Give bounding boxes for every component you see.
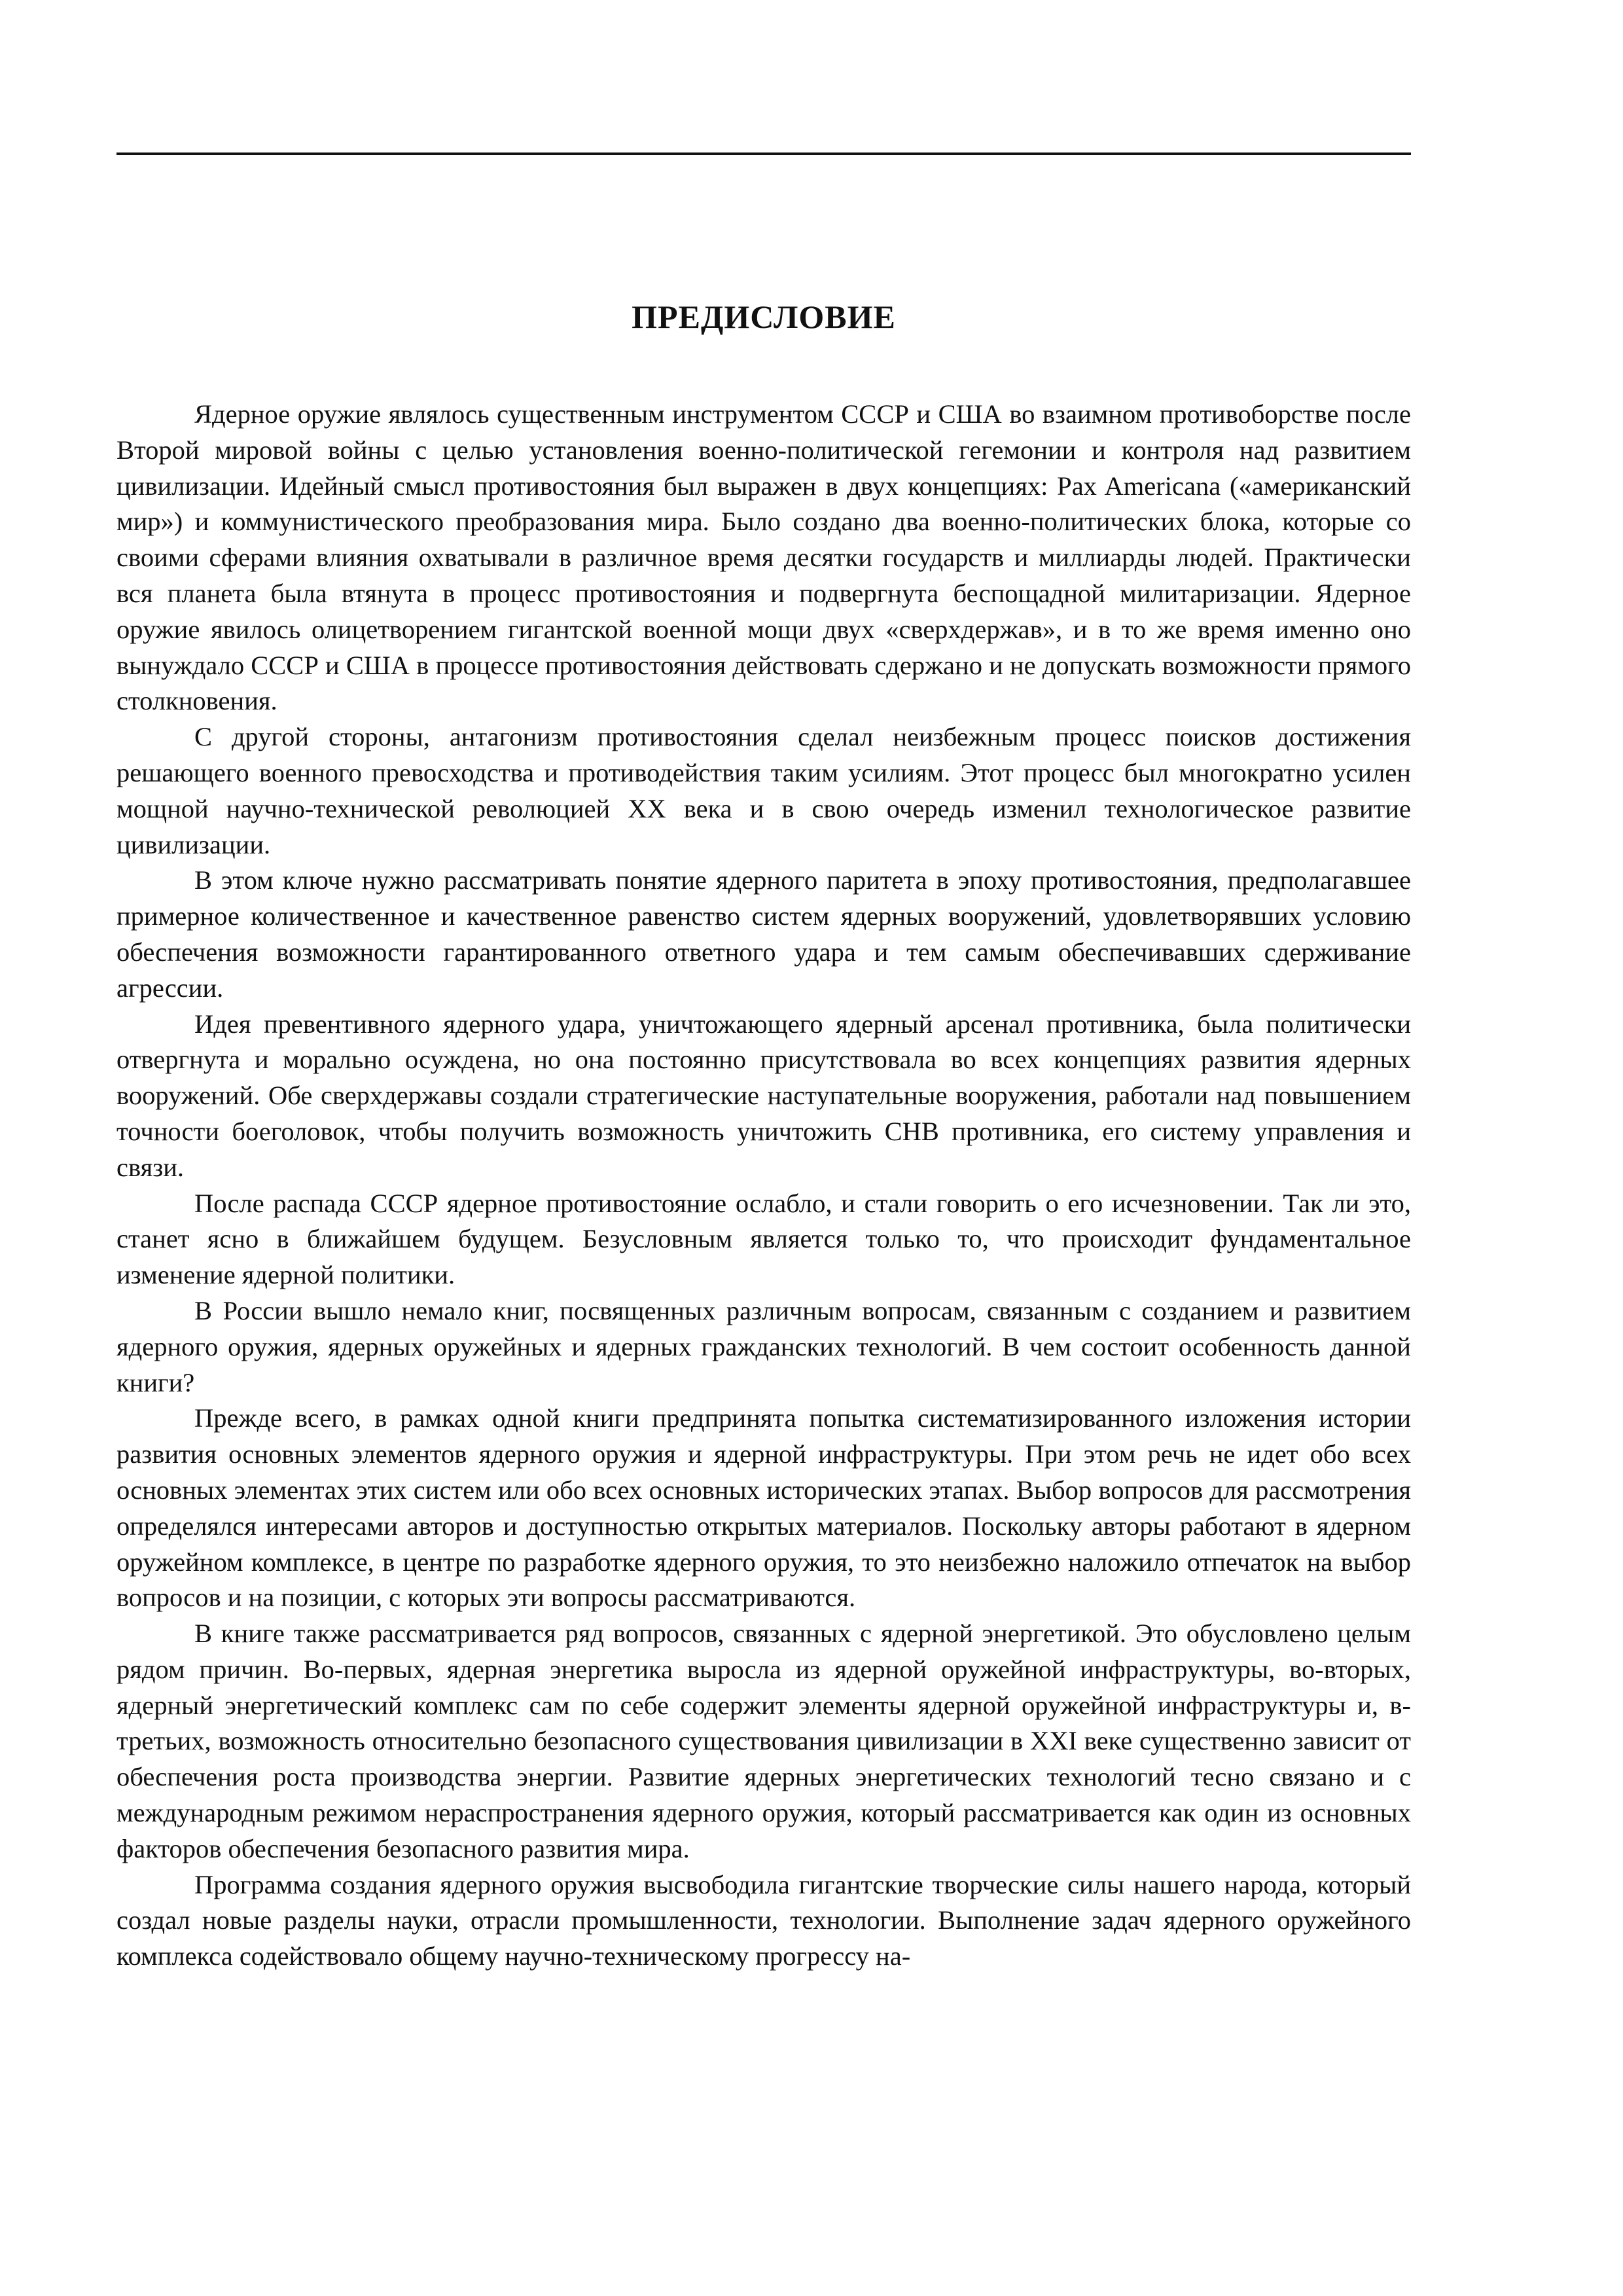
paragraph: В книге также рассматривается ряд вопросов, связанных с ядерной энергетикой. Это обусловлено целым рядом причин. Во-первых, ядерная энергетика выросла из ядерной оружейной инфраструктуры, во-вторых, ядерный энергетический комплекс сам по себе содержит элементы ядерной оружейной инфраструктуры и, в-третьих, возможность относительно безопасного существования цивилизации в XXI веке существенно зависит от обеспечения роста производства энергии. Развитие ядерных энергетических технологий тесно связано и с международным режимом нераспространения ядерного оружия, который рассматривается как один из основных факторов обеспечения безопасного развития мира. bbox=[116, 1619, 1411, 1863]
paragraph: Прежде всего, в рамках одной книги предпринята попытка систематизированного изложения истории развития основных элементов ядерного оружия и ядерной инфраструктуры. При этом речь не идет обо всех основных элементах этих систем или обо всех основных исторических этапах. Выбор вопросов для рассмотрения определялся интересами авторов и доступностью открытых материалов. Поскольку авторы работают в ядерном оружейном комплексе, в центре по разработке ядерного оружия, то это неизбежно наложило отпечаток на выбор вопросов и на позиции, с которых эти вопросы рассматриваются. bbox=[116, 1403, 1411, 1613]
page-title: ПРЕДИСЛОВИЕ bbox=[632, 298, 896, 335]
paragraph: Ядерное оружие являлось существенным инструментом СССР и США во взаимном противоборстве после Второй мировой войны с целью установления военно-политической гегемонии и контроля над развитием цивилизации. Идейный смысл противостояния был выражен в двух концепциях: Pax Americana («американский мир») и коммунистического преобразования мира. Было создано два военно-политических блока, которые со своими сферами влияния охватывали в различное время десятки государств и миллиарды людей. Практически вся планета была втянута в процесс противостояния и подвергнута беспощадной милитаризации. Ядерное оружие явилось олицетворением гигантской военной мощи двух «сверхдержав», и в то же время именно оно вынуждало СССР и США в процессе противостояния действовать сдержано и не допускать возможности прямого столкновения. bbox=[116, 399, 1411, 716]
document-body bbox=[116, 397, 1411, 1975]
paragraph: С другой стороны, антагонизм противостояния сделал неизбежным процесс поисков достижения решающего военного превосходства и противодействия таким усилиям. Этот процесс был многократно усилен мощной научно-технической революцией XX века и в свою очередь изменил технологическое развитие цивилизации. bbox=[116, 722, 1411, 859]
paragraph: В России вышло немало книг, посвященных различным вопросам, связанным с созданием и развитием ядерного оружия, ядерных оружейных и ядерных гражданских технологий. В чем состоит особенность данной книги? bbox=[116, 1295, 1411, 1397]
paragraph: Идея превентивного ядерного удара, уничтожающего ядерный арсенал противника, была политически отвергнута и морально осуждена, но она постоянно присутствовала во всех концепциях развития ядерных вооружений. Обе сверхдержавы создали стратегические наступательные вооружения, работали над повышением точности боеголовок, чтобы получить возможность уничтожить СНВ противника, его систему управления и связи. bbox=[116, 1009, 1411, 1182]
paragraph: В этом ключе нужно рассматривать понятие ядерного паритета в эпоху противостояния, предполагавшее примерное количественное и качественное равенство систем ядерных вооружений, удовлетворявших условию обеспечения возможности гарантированного ответного удара и тем самым обеспечивавших сдерживание агрессии. bbox=[116, 865, 1411, 1003]
paragraph: После распада СССР ядерное противостояние ослабло, и стали говорить о его исчезновении. Так ли это, станет ясно в ближайшем будущем. Безусловным является только то, что происходит фундаментальное изменение ядерной политики. bbox=[116, 1188, 1411, 1290]
header-rule bbox=[116, 152, 1411, 155]
paragraph: Программа создания ядерного оружия высвободила гигантские творческие силы нашего народа, который создал новые разделы науки, отрасли промышленности, технологии. Выполнение задач ядерного оружейного комплекса содействовало общему научно-техническому прогрессу на- bbox=[116, 1869, 1411, 1971]
